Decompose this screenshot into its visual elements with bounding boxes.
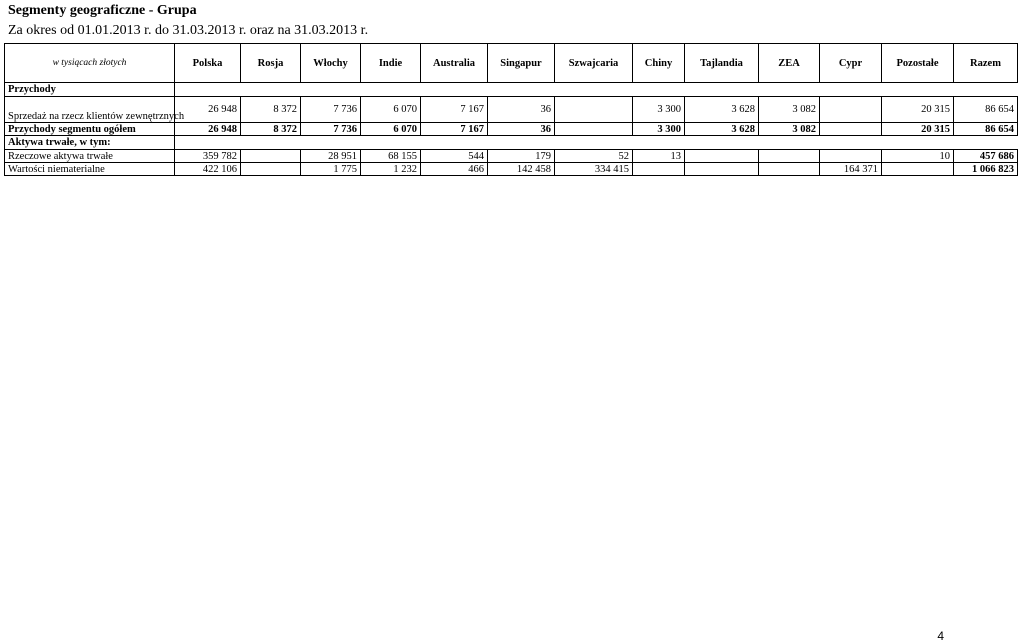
row-label: Sprzedaż na rzecz klientów zewnętrznych [5, 97, 175, 123]
cell [685, 163, 759, 176]
cell: 8 372 [241, 97, 301, 123]
table-row [5, 123, 1018, 136]
col-header: Chiny [633, 44, 685, 83]
cell: 334 415 [555, 163, 633, 176]
col-header: Cypr [820, 44, 882, 83]
cell [685, 150, 759, 163]
cell: 3 082 [759, 123, 820, 136]
col-header: Szwajcaria [555, 44, 633, 83]
page-number: 4 [937, 629, 944, 643]
table-row [5, 163, 1018, 176]
col-header: Rosja [241, 44, 301, 83]
cell: 26 948 [175, 123, 241, 136]
cell [882, 163, 954, 176]
col-header: ZEA [759, 44, 820, 83]
cell: 164 371 [820, 163, 882, 176]
cell: 13 [633, 150, 685, 163]
col-header: Australia [421, 44, 488, 83]
col-header: Włochy [301, 44, 361, 83]
table-row [5, 97, 1018, 123]
period-subtitle: Za okres od 01.01.2013 r. do 31.03.2013 r. oraz na 31.03.2013 r. [8, 23, 369, 38]
cell [820, 97, 882, 123]
cell [555, 123, 633, 136]
cell: 86 654 [954, 97, 1018, 123]
cell [555, 97, 633, 123]
cell: 3 300 [633, 97, 685, 123]
cell [241, 150, 301, 163]
cell: 7 736 [301, 97, 361, 123]
cell: 544 [421, 150, 488, 163]
cell: 7 167 [421, 123, 488, 136]
row-label: Przychody segmentu ogółem [5, 123, 175, 136]
page-title: Segmenty geograficzne - Grupa [8, 3, 197, 18]
col-header: Razem [954, 44, 1018, 83]
cell: 3 300 [633, 123, 685, 136]
col-header: Indie [361, 44, 421, 83]
cell: 179 [488, 150, 555, 163]
cell: 28 951 [301, 150, 361, 163]
cell: 8 372 [241, 123, 301, 136]
cell: 86 654 [954, 123, 1018, 136]
cell: 7 736 [301, 123, 361, 136]
cell: 1 775 [301, 163, 361, 176]
cell: 52 [555, 150, 633, 163]
cell: 10 [882, 150, 954, 163]
cell: 36 [488, 97, 555, 123]
cell: 26 948 [175, 97, 241, 123]
col-header: Singapur [488, 44, 555, 83]
cell: 36 [488, 123, 555, 136]
geographic-segments-table [4, 43, 1018, 176]
section-label: Przychody [5, 83, 175, 97]
cell [820, 123, 882, 136]
cell: 422 106 [175, 163, 241, 176]
cell [820, 150, 882, 163]
col-header: Pozostałe [882, 44, 954, 83]
cell: 3 628 [685, 97, 759, 123]
cell [633, 163, 685, 176]
cell-total: 1 066 823 [954, 163, 1018, 176]
cell-total: 457 686 [954, 150, 1018, 163]
cell [759, 150, 820, 163]
cell: 7 167 [421, 97, 488, 123]
header-row [5, 44, 1018, 83]
col-header: Polska [175, 44, 241, 83]
cell: 6 070 [361, 123, 421, 136]
section-row-assets [5, 136, 1018, 150]
cell: 359 782 [175, 150, 241, 163]
cell: 466 [421, 163, 488, 176]
cell: 20 315 [882, 97, 954, 123]
cell: 20 315 [882, 123, 954, 136]
row-label: Wartości niematerialne [5, 163, 175, 176]
section-label: Aktywa trwałe, w tym: [5, 136, 175, 150]
cell [241, 163, 301, 176]
cell: 1 232 [361, 163, 421, 176]
section-row-revenue [5, 83, 1018, 97]
col-header: Tajlandia [685, 44, 759, 83]
cell: 142 458 [488, 163, 555, 176]
cell [759, 163, 820, 176]
cell: 68 155 [361, 150, 421, 163]
unit-label: w tysiącach złotych [5, 44, 175, 83]
cell: 3 628 [685, 123, 759, 136]
table-row [5, 150, 1018, 163]
cell: 3 082 [759, 97, 820, 123]
row-label: Rzeczowe aktywa trwałe [5, 150, 175, 163]
cell: 6 070 [361, 97, 421, 123]
